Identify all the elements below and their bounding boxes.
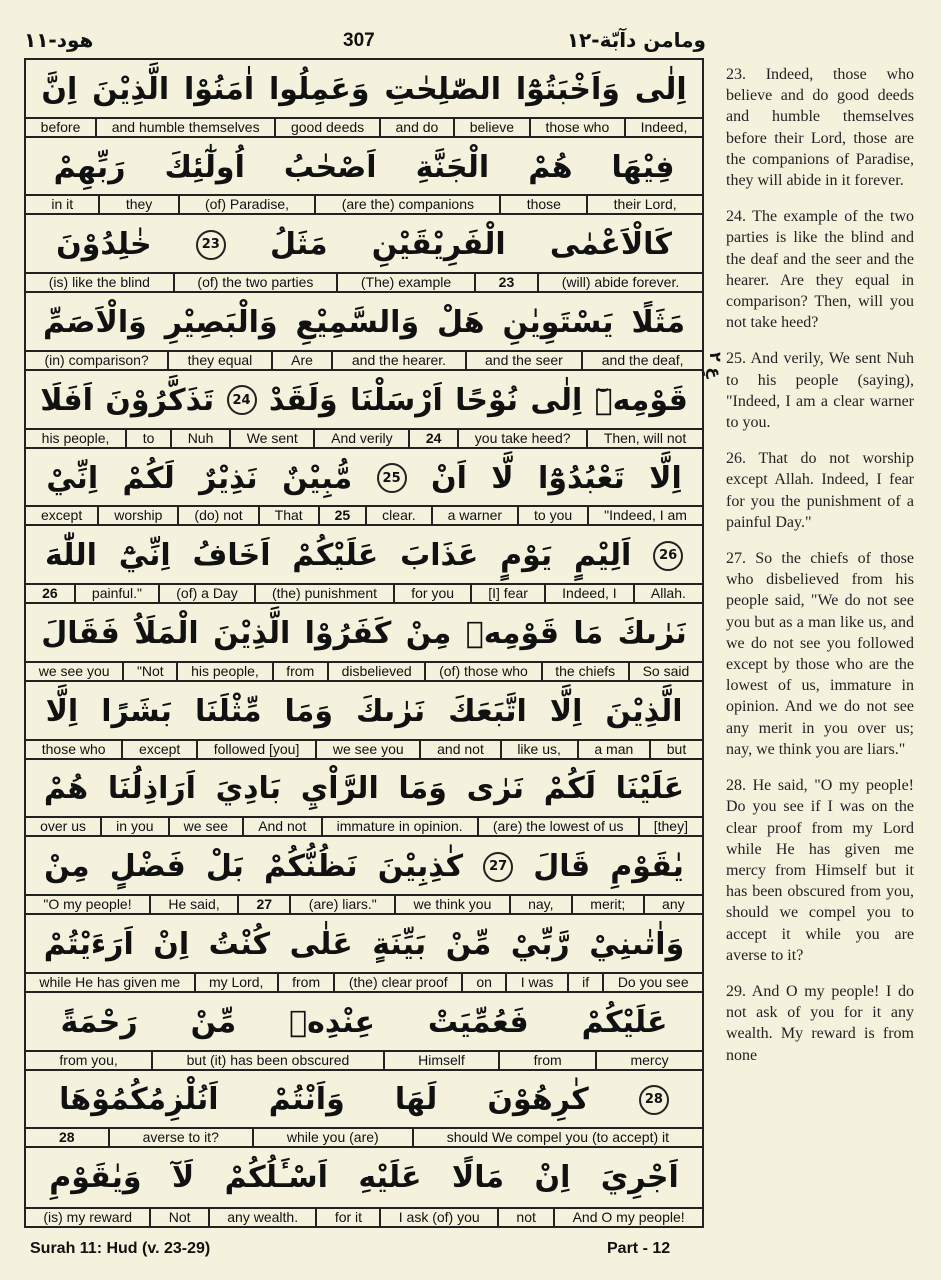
gloss-cell: and the deaf, (601, 351, 684, 368)
arabic-word: بَيِّنَةٍ (372, 926, 427, 962)
arabic-word: كُنْتُ (208, 926, 271, 962)
arabic-word: اتَّبَعَكَ (448, 693, 527, 729)
gloss-cell: worship (99, 507, 179, 524)
interlinear-grid (24, 58, 704, 1228)
gloss-cell: And not (244, 818, 322, 835)
gloss-cell: and the seer (467, 352, 584, 369)
arabic-word: عَلٰى (289, 926, 353, 962)
arabic-word: يٰقَوْمِ (610, 849, 684, 885)
arabic-word: الَّذِيْنَ (605, 693, 683, 729)
gloss-cell: in it (26, 196, 100, 213)
arabic-word: الصّٰلِحٰتِ (384, 71, 502, 107)
gloss-cell: immature in opinion. (323, 818, 479, 835)
gloss-cell: "O my people! (26, 896, 151, 913)
gloss-cell: (of) the two parties (175, 274, 338, 291)
arabic-word: كٰرِهُوْنَ (487, 1082, 589, 1118)
verse-row (26, 837, 702, 915)
arabic-word: عَذَابَ (400, 538, 479, 574)
arabic-word: وَلَقَدْ (268, 382, 338, 418)
gloss-cell: nay, (511, 896, 573, 913)
arabic-word: رَّبِّيْ (510, 926, 570, 962)
gloss-cell: disbelieved (329, 663, 426, 680)
gloss-cell: (will) abide forever. (561, 274, 680, 291)
english-gloss-line (26, 972, 702, 991)
arabic-word: اَفَلَا (40, 382, 93, 418)
gloss-cell: and do (381, 119, 455, 136)
english-gloss-line (26, 194, 702, 213)
gloss-cell: to (127, 430, 172, 447)
verse-number-marker: 26 (653, 541, 683, 571)
gloss-cell: (in) comparison? (26, 352, 169, 369)
translation-paragraph: 28. He said, "O my people! Do you see if I was on the clear proof from my Lord while He has given me mercy from Himself but it has been obscured from you, should we compel you to accept it while you are averse to it? (726, 777, 914, 964)
arabic-word: مَا (573, 615, 604, 651)
surah-reference: Surah 11: Hud (v. 23-29) (30, 1240, 211, 1257)
arabic-word: مَالًا (451, 1160, 505, 1196)
gloss-cell: (do) not (179, 507, 259, 524)
arabic-word: وَاَنْتُمْ (268, 1082, 345, 1118)
verse-row (26, 682, 702, 760)
part-number: Part - 12 (607, 1240, 671, 1257)
arabic-word: اُولٰٓئِكَ (164, 149, 245, 185)
gloss-cell: any (662, 896, 685, 913)
gloss-cell: 27 (239, 896, 291, 913)
gloss-cell: (is) like the blind (26, 274, 175, 291)
gloss-cell: clear. (367, 507, 432, 524)
arabic-word: اِنِّيْٓ (118, 538, 171, 574)
arabic-word: لَكُمْ (543, 771, 596, 807)
gloss-cell: Indeed, (640, 118, 688, 135)
arabic-word: الرَّاْيِ (300, 771, 379, 807)
arabic-word: الْمَلَاُ (134, 615, 199, 651)
arabic-word: رَبِّهِمْ (53, 149, 126, 185)
arabic-word: اَصْحٰبُ (283, 149, 377, 185)
gloss-cell: for it (317, 1209, 381, 1226)
arabic-word: نُوْحًا (455, 382, 519, 418)
gloss-cell: So said (642, 662, 690, 679)
gloss-cell: Are (273, 352, 334, 369)
arabic-word: لَهَا (394, 1082, 438, 1118)
arabic-line (26, 1071, 702, 1130)
arabic-word: فَقَالَ (41, 615, 120, 651)
gloss-cell: (The) example (338, 274, 476, 291)
arabic-word: اِنْ (153, 926, 190, 962)
arabic-word: هَلْ (436, 305, 485, 341)
gloss-cell: Not (151, 1209, 210, 1226)
arabic-word: مِّنْ (445, 926, 492, 962)
arabic-line (26, 60, 702, 119)
gloss-cell: they (100, 196, 179, 213)
arabic-word: وَعَمِلُوا (268, 71, 370, 107)
gloss-cell: good deeds (276, 119, 381, 136)
gloss-cell: we see you (317, 741, 421, 758)
arabic-word: عَلَيْكُمْ (581, 1004, 668, 1040)
gloss-cell: while you (are) (254, 1129, 414, 1146)
gloss-cell: [they] (653, 818, 688, 835)
arabic-word: لَآ (171, 1160, 195, 1196)
page-header (0, 28, 941, 58)
gloss-cell: his people, (178, 663, 273, 680)
arabic-word: عَلَيْكُمْ (292, 538, 379, 574)
english-gloss-line (26, 816, 702, 835)
english-gloss-line (26, 1050, 702, 1069)
arabic-line (26, 293, 702, 352)
gloss-cell: "Not (124, 663, 178, 680)
gloss-cell: averse to it? (110, 1129, 254, 1146)
arabic-line (26, 682, 702, 741)
arabic-word: الَّذِيْنَ (92, 71, 170, 107)
translation-paragraph: 24. The example of the two parties is like the blind and the deaf and the seer and the hearer. Are they equal in comparison? Then, will you not take heed? (726, 208, 914, 332)
arabic-word: فِيْهَا (611, 149, 675, 185)
arabic-word: اِلَّا (549, 693, 583, 729)
arabic-word: اَرَاذِلُنَا (107, 771, 196, 807)
arabic-word: اٰمَنُوْا (183, 71, 255, 107)
translation-paragraph: 23. Indeed, those who believe and do good deeds and humble themselves before their Lord, those are the companions of Paradise, they will abide in it forever. (726, 66, 914, 190)
arabic-word: وَالسَّمِيْعِ (295, 305, 420, 341)
gloss-cell: except (123, 741, 198, 758)
gloss-cell: we think you (396, 896, 511, 913)
page-number: 307 (343, 30, 375, 51)
verse-row (26, 371, 702, 449)
verse-number-marker: 24 (227, 385, 257, 415)
arabic-word: اَنْ (431, 460, 467, 496)
gloss-cell: my Lord, (196, 974, 279, 991)
verse-row (26, 915, 702, 993)
translation-paragraph: 26. That do not worship except Allah. Indeed, I fear for you the punishment of a painful Day." (726, 450, 914, 531)
gloss-cell: mercy (630, 1051, 669, 1068)
verse-number-marker: 23 (196, 230, 226, 260)
arabic-word: تَعْبُدُوْٓا (538, 460, 625, 496)
gloss-cell: we see you (26, 663, 124, 680)
gloss-cell: (are) liars." (291, 896, 396, 913)
arabic-word: نَظُنُّكُمْ (263, 849, 358, 885)
arabic-word: رَحْمَةً (60, 1004, 138, 1040)
gloss-cell: followed [you] (198, 741, 317, 758)
arabic-word: اَنُلْزِمُكُمُوْهَا (59, 1082, 219, 1118)
arabic-word: مِّثْلَنَا (194, 693, 262, 729)
arabic-word: عَلَيْهِ (358, 1160, 422, 1196)
gloss-cell: their Lord, (613, 196, 677, 213)
gloss-cell: a warner (433, 507, 519, 524)
gloss-cell: except (26, 507, 99, 524)
ruku-mark: عٍ ٢ (706, 352, 725, 379)
verse-number-marker: 27 (483, 852, 513, 882)
arabic-line (26, 138, 702, 197)
arabic-word: الَّذِيْنَ (213, 615, 291, 651)
arabic-word: اللّٰهَ (44, 538, 97, 574)
arabic-word: كَالْاَعْمٰى (549, 227, 672, 263)
gloss-cell: And O my people! (572, 1208, 685, 1225)
arabic-word: اِنَّ (41, 71, 78, 107)
gloss-cell: 26 (26, 585, 76, 602)
english-gloss-line (26, 739, 702, 758)
gloss-cell: "Indeed, I am (604, 507, 687, 524)
arabic-word: اَرْسَلْنَا (349, 382, 443, 418)
gloss-cell: He said, (151, 896, 239, 913)
gloss-cell: painful." (76, 585, 160, 602)
verse-row (26, 293, 702, 371)
gloss-cell: and not (421, 741, 501, 758)
english-gloss-line (26, 428, 702, 447)
arabic-line (26, 215, 702, 274)
english-gloss-line (26, 583, 702, 602)
gloss-cell: while He has given me (26, 974, 196, 991)
arabic-word: بَشَرًا (101, 693, 172, 729)
arabic-word: فَضْلٍ (109, 849, 186, 885)
gloss-cell: the chiefs (543, 663, 630, 680)
arabic-word: نَرٰىكَ (617, 615, 687, 651)
verse-number-marker: 28 (639, 1085, 669, 1115)
gloss-cell: (is) my reward (26, 1209, 151, 1226)
gloss-cell: [I] fear (472, 585, 546, 602)
gloss-cell: merit; (573, 896, 645, 913)
english-gloss-line (26, 1207, 702, 1226)
gloss-cell: Nuh (172, 430, 231, 447)
gloss-cell: but (it) has been obscured (153, 1052, 385, 1069)
arabic-line (26, 449, 702, 508)
gloss-cell: those who (26, 741, 123, 758)
arabic-word: اِلَّا (45, 693, 79, 729)
verse-row (26, 1071, 702, 1149)
gloss-cell: to you (519, 507, 589, 524)
arabic-word: قَوْمِهٖٓ (594, 382, 688, 418)
arabic-word: وَيٰقَوْمِ (49, 1160, 142, 1196)
arabic-word: اِلٰى (634, 71, 687, 107)
gloss-cell: That (260, 507, 320, 524)
gloss-cell: (of) those who (426, 663, 542, 680)
gloss-cell: from you, (26, 1052, 153, 1069)
arabic-word: مَثَلًا (631, 305, 686, 341)
arabic-word: اَسْـَٔلُكُمْ (224, 1160, 328, 1196)
arabic-line (26, 526, 702, 585)
arabic-word: اَلِيْمٍ (573, 538, 632, 574)
arabic-word: نَذِيْرٌ (199, 460, 258, 496)
gloss-cell: like us, (502, 741, 579, 758)
translation-column (726, 64, 914, 1081)
arabic-word: وَاَخْبَتُوْٓا (515, 71, 620, 107)
arabic-word: اَخَافُ (192, 538, 271, 574)
arabic-word: يَوْمٍ (500, 538, 553, 574)
english-gloss-line (26, 661, 702, 680)
arabic-word: مِنْ (405, 615, 452, 651)
gloss-cell: we see (170, 818, 245, 835)
arabic-word: وَمَا (398, 771, 447, 807)
gloss-cell: and humble themselves (97, 119, 276, 136)
arabic-word: كَفَرُوْا (304, 615, 392, 651)
verse-row (26, 760, 702, 838)
gloss-cell: his people, (26, 430, 127, 447)
arabic-word: يَسْتَوِيٰنِ (502, 305, 614, 341)
gloss-cell: (of) Paradise, (180, 196, 317, 213)
english-gloss-line (26, 117, 702, 136)
gloss-cell: (the) clear proof (335, 974, 463, 991)
gloss-cell: (are) the lowest of us (479, 818, 640, 835)
gloss-cell: I was (507, 974, 568, 991)
gloss-cell: believe (455, 119, 531, 136)
arabic-line (26, 915, 702, 974)
gloss-cell: 25 (320, 507, 368, 524)
english-gloss-line (26, 350, 702, 369)
translation-paragraph: 27. So the chiefs of those who disbelieved from his people said, "We do not see you but as a man like us, and we do not see you followed except by those who are the lowest of us, immature in opinion. And we do not see any merit in you over us; nay, we think you are liars." (726, 550, 914, 758)
arabic-line (26, 604, 702, 663)
arabic-word: اِلٰى (530, 382, 583, 418)
gloss-cell: any wealth. (210, 1209, 318, 1226)
arabic-word: الْجَنَّةِ (415, 149, 490, 185)
gloss-cell: in you (102, 818, 170, 835)
gloss-cell: those (501, 196, 588, 213)
page-footer (0, 1240, 941, 1266)
arabic-word: نَرٰى (466, 771, 525, 807)
verse-row (26, 526, 702, 604)
english-gloss-line (26, 505, 702, 524)
gloss-cell: Allah. (650, 585, 686, 602)
gloss-cell: before (26, 119, 97, 136)
verse-row (26, 993, 702, 1071)
gloss-cell: those who (531, 119, 626, 136)
arabic-word: اَجْرِيَ (600, 1160, 679, 1196)
gloss-cell: And verily (315, 430, 410, 447)
arabic-word: تَذَكَّرُوْنَ (105, 382, 215, 418)
arabic-word: الْفَرِيْقَيْنِ (371, 227, 506, 263)
gloss-cell: (of) a Day (160, 585, 256, 602)
gloss-cell: over us (26, 818, 102, 835)
arabic-word: وَالْبَصِيْرِ (164, 305, 278, 341)
gloss-cell: Indeed, I (546, 585, 635, 602)
arabic-word: قَوْمِهٖ (465, 615, 559, 651)
gloss-cell: 24 (410, 430, 459, 447)
gloss-cell: from (279, 974, 336, 991)
arabic-word: وَاٰتٰىنِيْ (589, 926, 685, 962)
arabic-word: لَكُمْ (122, 460, 175, 496)
gloss-cell: Himself (385, 1052, 501, 1069)
arabic-word: عَلَيْنَا (615, 771, 685, 807)
arabic-line (26, 760, 702, 819)
arabic-word: نَرٰىكَ (355, 693, 426, 729)
surah-name-arabic: هود-١١ (24, 28, 94, 52)
arabic-line (26, 837, 702, 896)
arabic-word: مِنْ (44, 849, 90, 885)
verse-row (26, 215, 702, 293)
gloss-cell: not (499, 1209, 555, 1226)
translation-paragraph: 29. And O my people! I do not ask of you for it any wealth. My reward is from none (726, 982, 914, 1064)
english-gloss-line (26, 1127, 702, 1146)
arabic-word: وَمَا (284, 693, 333, 729)
gloss-cell: 28 (26, 1129, 110, 1146)
arabic-word: لَّا (491, 460, 514, 496)
arabic-word: وَالْاَصَمِّ (43, 305, 147, 341)
arabic-word: كٰذِبِيْنَ (377, 849, 464, 885)
arabic-line (26, 371, 702, 430)
arabic-word: عِنْدِهٖ (289, 1004, 375, 1040)
arabic-word: خٰلِدُوْنَ (56, 227, 152, 263)
gloss-cell: on (463, 974, 507, 991)
arabic-word: اِنِّيْ (46, 460, 99, 496)
gloss-cell: but (666, 740, 687, 757)
arabic-word: فَعُمِّيَتْ (427, 1004, 529, 1040)
arabic-word: اِلَّا (649, 460, 682, 496)
arabic-word: اَرَءَيْتُمْ (43, 926, 134, 962)
verse-row (26, 1148, 702, 1226)
arabic-word: مَثَلُ (269, 227, 328, 263)
verse-row (26, 138, 702, 216)
arabic-word: اِنْ (534, 1160, 571, 1196)
gloss-cell: I ask (of) you (381, 1209, 499, 1226)
verse-row (26, 60, 702, 138)
english-gloss-line (26, 894, 702, 913)
gloss-cell: 23 (476, 274, 539, 291)
gloss-cell: (are the) companions (316, 196, 501, 213)
gloss-cell: Do you see (617, 973, 689, 990)
gloss-cell: for you (395, 585, 472, 602)
translation-paragraph: 25. And verily, We sent Nuh to his people (saying), "Indeed, I am a clear warner to you. (726, 350, 914, 432)
arabic-line (26, 1148, 702, 1207)
gloss-cell: a man (579, 741, 651, 758)
gloss-cell: they equal (169, 352, 273, 369)
verse-row (26, 604, 702, 682)
arabic-word: قَالَ (533, 849, 591, 885)
gloss-cell: should We compel you (to accept) it (446, 1129, 670, 1146)
arabic-word: بَادِيَ (215, 771, 282, 807)
gloss-cell: Then, will not (603, 429, 687, 446)
arabic-word: مُّبِيْنٌ (282, 460, 353, 496)
verse-row (26, 449, 702, 527)
arabic-line (26, 993, 702, 1052)
arabic-word: مِّنْ (190, 1004, 237, 1040)
gloss-cell: We sent (231, 430, 315, 447)
verse-number-marker: 25 (377, 463, 407, 493)
gloss-cell: from (500, 1052, 597, 1069)
arabic-word: هُمْ (43, 771, 89, 807)
gloss-cell: if (569, 974, 605, 991)
english-gloss-line (26, 272, 702, 291)
arabic-word: هُمْ (528, 149, 573, 185)
gloss-cell: and the hearer. (333, 352, 466, 369)
gloss-cell: from (274, 663, 329, 680)
gloss-cell: you take heed? (459, 430, 588, 447)
arabic-word: بَلْ (205, 849, 244, 885)
juz-name-arabic: ومامن دآبّة-١٢ (566, 28, 706, 52)
gloss-cell: (the) punishment (256, 585, 395, 602)
